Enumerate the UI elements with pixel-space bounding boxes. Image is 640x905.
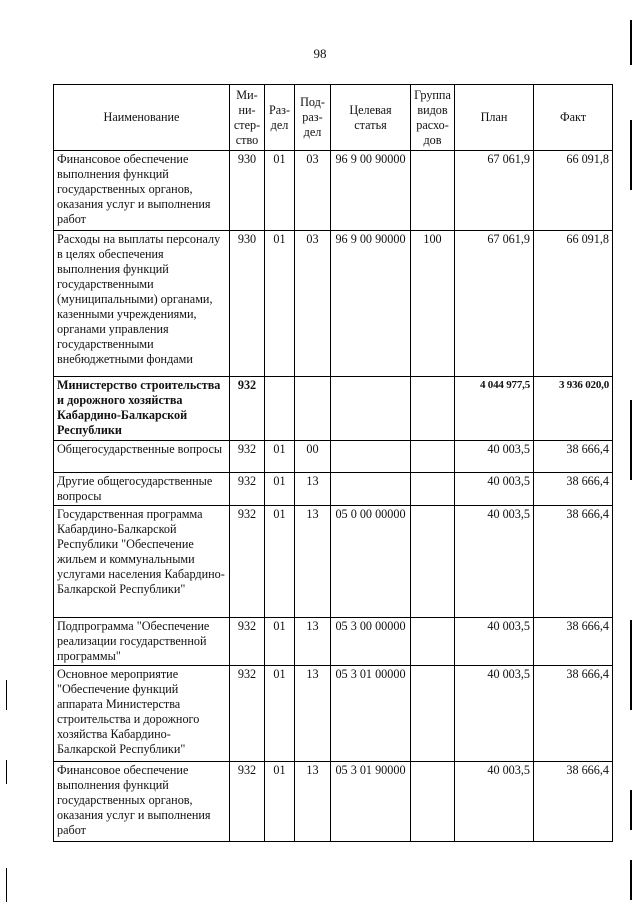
cell-section: 01 <box>265 231 295 377</box>
cell-expense-group <box>411 666 455 762</box>
table-row <box>54 441 613 473</box>
cell-ministry: 932 <box>230 506 265 618</box>
scan-edge-mark <box>630 400 632 480</box>
table-row <box>54 618 613 666</box>
cell-plan: 40 003,5 <box>455 506 534 618</box>
table-row <box>54 762 613 842</box>
cell-fact: 66 091,8 <box>534 231 613 377</box>
cell-target: 05 3 01 90000 <box>331 762 411 842</box>
table-row <box>54 231 613 377</box>
scan-edge-mark <box>6 680 7 710</box>
cell-plan: 40 003,5 <box>455 473 534 506</box>
cell-ministry: 932 <box>230 441 265 473</box>
cell-target <box>331 473 411 506</box>
cell-section: 01 <box>265 151 295 231</box>
cell-fact: 3 936 020,0 <box>534 377 613 441</box>
header-ministry: Ми- ни- стер- ство <box>230 85 265 151</box>
cell-fact: 66 091,8 <box>534 151 613 231</box>
table-row <box>54 506 613 618</box>
cell-target: 05 3 00 00000 <box>331 618 411 666</box>
cell-subsection: 13 <box>295 762 331 842</box>
cell-fact: 38 666,4 <box>534 618 613 666</box>
cell-fact: 38 666,4 <box>534 473 613 506</box>
cell-subsection: 03 <box>295 231 331 377</box>
cell-name: Основное мероприятие "Обеспечение функций аппарата Министерства строительства и дорожного хозяйства Кабардино-Балкарской Республики" <box>54 666 230 762</box>
table-row <box>54 377 613 441</box>
cell-plan: 40 003,5 <box>455 762 534 842</box>
scan-edge-mark <box>630 20 632 65</box>
cell-target: 96 9 00 90000 <box>331 231 411 377</box>
cell-ministry: 932 <box>230 762 265 842</box>
cell-plan: 67 061,9 <box>455 231 534 377</box>
cell-name: Государственная программа Кабардино-Балкарской Республики "Обеспечение жильем и коммунальными услугами населения Кабардино-Балкарской Республики" <box>54 506 230 618</box>
cell-name: Другие общегосударственные вопросы <box>54 473 230 506</box>
header-target: Целевая статья <box>331 85 411 151</box>
cell-expense-group <box>411 377 455 441</box>
cell-ministry: 930 <box>230 151 265 231</box>
cell-name: Общегосударственные вопросы <box>54 441 230 473</box>
cell-name: Подпрограмма "Обеспечение реализации государственной программы" <box>54 618 230 666</box>
cell-fact: 38 666,4 <box>534 441 613 473</box>
budget-table <box>53 84 613 842</box>
cell-ministry: 932 <box>230 666 265 762</box>
cell-name: Министерство строительства и дорожного хозяйства Кабардино-Балкарской Республики <box>54 377 230 441</box>
cell-ministry: 932 <box>230 377 265 441</box>
cell-section: 01 <box>265 506 295 618</box>
cell-fact: 38 666,4 <box>534 762 613 842</box>
cell-section: 01 <box>265 618 295 666</box>
cell-subsection: 13 <box>295 506 331 618</box>
header-subsection: Под- раз- дел <box>295 85 331 151</box>
cell-subsection <box>295 377 331 441</box>
cell-target: 96 9 00 90000 <box>331 151 411 231</box>
header-name: Наименование <box>54 85 230 151</box>
scan-edge-mark <box>630 790 632 830</box>
cell-plan: 4 044 977,5 <box>455 377 534 441</box>
cell-section: 01 <box>265 666 295 762</box>
page-number: 98 <box>313 46 327 61</box>
cell-section: 01 <box>265 762 295 842</box>
cell-subsection: 13 <box>295 473 331 506</box>
cell-plan: 67 061,9 <box>455 151 534 231</box>
cell-fact: 38 666,4 <box>534 666 613 762</box>
cell-section <box>265 377 295 441</box>
scan-edge-mark <box>630 860 632 900</box>
cell-target: 05 0 00 00000 <box>331 506 411 618</box>
cell-target <box>331 377 411 441</box>
cell-ministry: 932 <box>230 473 265 506</box>
cell-expense-group <box>411 506 455 618</box>
cell-subsection: 13 <box>295 618 331 666</box>
cell-subsection: 13 <box>295 666 331 762</box>
cell-section: 01 <box>265 441 295 473</box>
cell-expense-group <box>411 618 455 666</box>
scan-edge-mark <box>630 620 632 710</box>
cell-target: 05 3 01 00000 <box>331 666 411 762</box>
cell-expense-group: 100 <box>411 231 455 377</box>
cell-name: Расходы на выплаты персоналу в целях обеспечения выполнения функций государственными (муниципальными) органами, казенными учреждениями, органами управления государственными внебюджетными фондами <box>54 231 230 377</box>
cell-name: Финансовое обеспечение выполнения функций государственных органов, оказания услуг и выполнения работ <box>54 762 230 842</box>
header-expense-group: Группа видов расхо- дов <box>411 85 455 151</box>
cell-subsection: 03 <box>295 151 331 231</box>
cell-fact: 38 666,4 <box>534 506 613 618</box>
header-row <box>54 85 613 151</box>
header-fact: Факт <box>534 85 613 151</box>
cell-expense-group <box>411 151 455 231</box>
cell-subsection: 00 <box>295 441 331 473</box>
table-row <box>54 666 613 762</box>
cell-ministry: 930 <box>230 231 265 377</box>
cell-name: Финансовое обеспечение выполнения функций государственных органов, оказания услуг и выполнения работ <box>54 151 230 231</box>
cell-expense-group <box>411 441 455 473</box>
cell-ministry: 932 <box>230 618 265 666</box>
cell-plan: 40 003,5 <box>455 666 534 762</box>
cell-target <box>331 441 411 473</box>
scan-edge-mark <box>630 120 632 190</box>
scan-edge-mark <box>6 868 7 902</box>
table-row <box>54 151 613 231</box>
header-plan: План <box>455 85 534 151</box>
cell-expense-group <box>411 473 455 506</box>
cell-plan: 40 003,5 <box>455 441 534 473</box>
cell-section: 01 <box>265 473 295 506</box>
scan-edge-mark <box>6 760 7 784</box>
cell-plan: 40 003,5 <box>455 618 534 666</box>
cell-expense-group <box>411 762 455 842</box>
header-section: Раз- дел <box>265 85 295 151</box>
table-row <box>54 473 613 506</box>
